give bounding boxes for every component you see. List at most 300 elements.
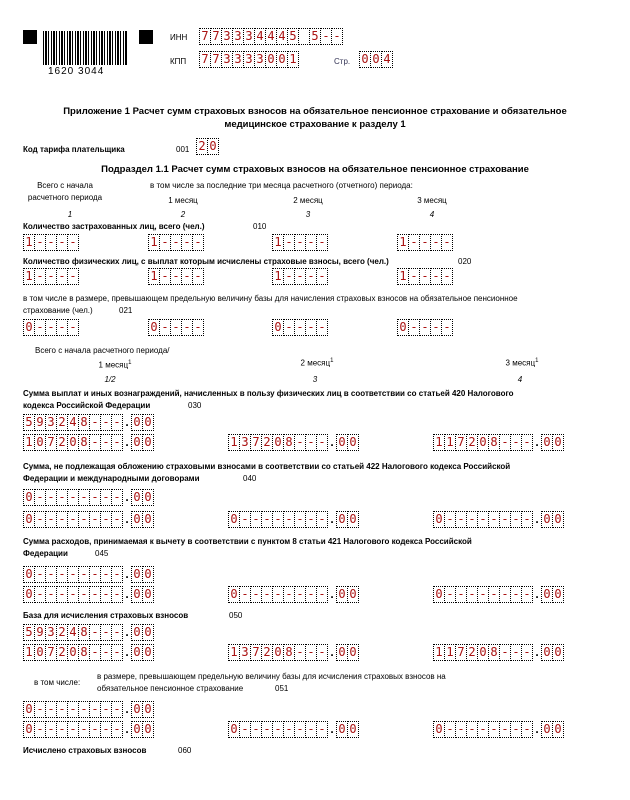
form-cell: - bbox=[67, 566, 79, 583]
form-cell: 3 bbox=[254, 51, 266, 68]
col-n4: 4 bbox=[429, 210, 435, 219]
page-title-line2: медицинское страхование к разделу 1 bbox=[224, 119, 406, 130]
form-cell: - bbox=[316, 319, 328, 336]
form-cell: - bbox=[466, 511, 478, 528]
form-cell: 2 bbox=[56, 434, 68, 451]
row-020-total[interactable] bbox=[23, 268, 79, 285]
form-cell: - bbox=[111, 721, 123, 738]
decimal-point: . bbox=[125, 645, 129, 659]
form-cell: - bbox=[100, 566, 112, 583]
form-cell: 0 bbox=[23, 511, 35, 528]
form-cell: 0 bbox=[477, 434, 489, 451]
decimal-point: . bbox=[125, 567, 129, 581]
form-cell: - bbox=[521, 644, 533, 661]
form-cell: - bbox=[89, 721, 101, 738]
form-cell: 8 bbox=[283, 644, 295, 661]
form-cell: 1 bbox=[23, 234, 35, 251]
row-050-m3[interactable] bbox=[433, 644, 564, 661]
row-040-total[interactable] bbox=[23, 489, 154, 506]
colb-m2-text: 2 месяц bbox=[300, 358, 331, 368]
form-cell: - bbox=[283, 234, 295, 251]
form-cell: 0 bbox=[433, 586, 445, 603]
row-051-label1: в размере, превышающем предельную величину базы для исчисления страховых взносов на bbox=[97, 672, 446, 681]
row-045-total[interactable] bbox=[23, 566, 154, 583]
form-cell: - bbox=[34, 489, 46, 506]
amount-integer-part bbox=[228, 644, 328, 661]
form-cell: - bbox=[78, 586, 90, 603]
form-cell: 4 bbox=[67, 624, 79, 641]
form-cell: - bbox=[34, 701, 46, 718]
row-040-m2[interactable] bbox=[228, 511, 359, 528]
row-030-m3[interactable] bbox=[433, 434, 564, 451]
decimal-point: . bbox=[125, 512, 129, 526]
amount-integer-part bbox=[228, 434, 328, 451]
form-cell: 2 bbox=[196, 138, 208, 155]
form-cell: - bbox=[170, 234, 182, 251]
form-cell: 5 bbox=[287, 28, 299, 45]
amount-fraction-part bbox=[131, 624, 154, 641]
form-cell: 5 bbox=[23, 414, 35, 431]
col-m1-header: 1 месяц bbox=[168, 196, 198, 205]
kpp-field[interactable] bbox=[199, 51, 299, 68]
page-label: Стр. bbox=[334, 57, 351, 66]
col-n1: 1 bbox=[67, 210, 73, 219]
form-cell: 0 bbox=[552, 586, 564, 603]
row-060-label: Исчислено страховых взносов bbox=[23, 746, 147, 755]
form-cell: 0 bbox=[131, 721, 143, 738]
form-cell: - bbox=[170, 319, 182, 336]
form-cell: - bbox=[67, 721, 79, 738]
form-cell: 0 bbox=[131, 644, 143, 661]
form-cell: 0 bbox=[336, 586, 348, 603]
row-045-code: 045 bbox=[95, 549, 109, 558]
inn-field[interactable] bbox=[199, 28, 343, 45]
form-cell: 3 bbox=[45, 624, 57, 641]
form-cell: - bbox=[419, 268, 431, 285]
amount-fraction-part bbox=[541, 434, 564, 451]
form-cell: 0 bbox=[433, 511, 445, 528]
form-cell: - bbox=[67, 586, 79, 603]
form-cell: - bbox=[419, 234, 431, 251]
amount-fraction-part bbox=[336, 644, 359, 661]
amount-fraction-part bbox=[131, 586, 154, 603]
form-cell: 0 bbox=[67, 434, 79, 451]
form-cell: - bbox=[408, 319, 420, 336]
row-030-label2: кодекса Российской Федерации bbox=[23, 401, 151, 410]
row-051-prefix: в том числе: bbox=[34, 678, 81, 687]
form-cell: - bbox=[67, 268, 79, 285]
row-045-m2[interactable] bbox=[228, 586, 359, 603]
form-cell: - bbox=[111, 489, 123, 506]
form-cell: - bbox=[100, 624, 112, 641]
form-cell: - bbox=[488, 511, 500, 528]
form-cell: - bbox=[78, 721, 90, 738]
colb-n3: 3 bbox=[312, 375, 318, 384]
form-cell: - bbox=[444, 586, 456, 603]
form-cell: 0 bbox=[272, 644, 284, 661]
colb-m3-sup: 1 bbox=[535, 358, 539, 364]
form-cell: - bbox=[477, 721, 489, 738]
form-cell: 7 bbox=[45, 644, 57, 661]
form-cell: 8 bbox=[78, 624, 90, 641]
form-cell: 0 bbox=[131, 566, 143, 583]
amount-integer-part bbox=[433, 644, 533, 661]
form-cell: - bbox=[56, 701, 68, 718]
form-cell: 0 bbox=[552, 511, 564, 528]
form-cell: - bbox=[89, 414, 101, 431]
form-cell: 2 bbox=[56, 414, 68, 431]
form-cell: 9 bbox=[34, 414, 46, 431]
form-cell: 0 bbox=[142, 434, 154, 451]
form-cell: 9 bbox=[34, 624, 46, 641]
form-cell: 0 bbox=[131, 586, 143, 603]
colb-m2-sup: 1 bbox=[330, 358, 334, 364]
form-cell: - bbox=[100, 721, 112, 738]
form-cell: 7 bbox=[250, 434, 262, 451]
form-cell: 8 bbox=[78, 434, 90, 451]
row-060-code: 060 bbox=[178, 746, 192, 755]
tariff-field[interactable] bbox=[196, 138, 219, 155]
form-cell: 0 bbox=[433, 721, 445, 738]
last3-header: в том числе за последние три месяца расчетного (отчетного) периода: bbox=[150, 181, 413, 190]
form-cell: - bbox=[89, 489, 101, 506]
form-cell: - bbox=[159, 319, 171, 336]
form-cell: - bbox=[89, 644, 101, 661]
form-cell: - bbox=[294, 268, 306, 285]
form-cell: 0 bbox=[359, 51, 371, 68]
form-cell: - bbox=[510, 434, 522, 451]
form-cell: - bbox=[239, 511, 251, 528]
form-cell: - bbox=[510, 586, 522, 603]
row-050-m2[interactable] bbox=[228, 644, 359, 661]
tariff-label: Код тарифа плательщика bbox=[23, 145, 125, 154]
decimal-point: . bbox=[125, 722, 129, 736]
form-cell: 2 bbox=[466, 434, 478, 451]
form-cell: 1 bbox=[148, 234, 160, 251]
form-cell: - bbox=[316, 511, 328, 528]
form-cell: - bbox=[430, 268, 442, 285]
form-cell: 2 bbox=[261, 644, 273, 661]
row-050-m1[interactable] bbox=[23, 644, 154, 661]
form-cell: - bbox=[56, 566, 68, 583]
form-cell: - bbox=[499, 586, 511, 603]
decimal-point: . bbox=[125, 702, 129, 716]
row-050-total[interactable] bbox=[23, 624, 154, 641]
form-cell: 4 bbox=[381, 51, 393, 68]
row-021-label1: в том числе в размере, превышающем предельную величину базы для начисления страховых взносов на обязательное пенсионное bbox=[23, 294, 518, 303]
form-cell: - bbox=[331, 28, 343, 45]
form-cell: 0 bbox=[142, 721, 154, 738]
form-cell: - bbox=[521, 586, 533, 603]
form-cell: - bbox=[111, 414, 123, 431]
row-040-label1: Сумма, не подлежащая обложению страховыми взносами в соответствии со статьей 422 Налогового кодекса Российской bbox=[23, 462, 511, 471]
form-cell: 7 bbox=[455, 434, 467, 451]
row-010-total[interactable] bbox=[23, 234, 79, 251]
form-cell: 5 bbox=[309, 28, 321, 45]
form-cell: 0 bbox=[228, 586, 240, 603]
row-045-m3[interactable] bbox=[433, 586, 564, 603]
row-051-code: 051 bbox=[275, 684, 289, 693]
col-total-line2: расчетного периода bbox=[27, 193, 103, 202]
form-cell: - bbox=[34, 234, 46, 251]
row-021-m3[interactable] bbox=[397, 319, 453, 336]
form-cell: - bbox=[111, 434, 123, 451]
form-cell: - bbox=[294, 511, 306, 528]
colb-m2-header bbox=[292, 358, 342, 368]
form-cell: - bbox=[488, 586, 500, 603]
form-cell: - bbox=[89, 586, 101, 603]
amount-integer-part bbox=[433, 586, 533, 603]
colb-m1-sup: 1 bbox=[128, 360, 132, 366]
form-cell: - bbox=[272, 721, 284, 738]
form-cell: - bbox=[521, 511, 533, 528]
row-020-m2[interactable] bbox=[272, 268, 328, 285]
form-cell: 0 bbox=[142, 414, 154, 431]
form-cell: 0 bbox=[336, 721, 348, 738]
form-cell: 3 bbox=[239, 644, 251, 661]
form-cell: 0 bbox=[142, 624, 154, 641]
form-cell: - bbox=[261, 511, 273, 528]
form-cell: - bbox=[283, 586, 295, 603]
form-cell: 7 bbox=[455, 644, 467, 661]
amount-integer-part bbox=[228, 721, 328, 738]
form-cell: - bbox=[316, 644, 328, 661]
row-030-code: 030 bbox=[188, 401, 202, 410]
row-045-label2: Федерации bbox=[23, 549, 68, 558]
row-051-label2: обязательное пенсионное страхование bbox=[97, 684, 244, 693]
form-cell: 1 bbox=[228, 644, 240, 661]
amount-integer-part bbox=[228, 511, 328, 528]
amount-integer-part bbox=[23, 624, 123, 641]
form-cell: - bbox=[239, 721, 251, 738]
form-cell: 2 bbox=[466, 644, 478, 661]
form-cell: 0 bbox=[477, 644, 489, 661]
form-cell: 7 bbox=[210, 28, 222, 45]
form-cell: - bbox=[89, 701, 101, 718]
form-cell: - bbox=[56, 586, 68, 603]
form-cell: - bbox=[466, 586, 478, 603]
form-cell: - bbox=[100, 511, 112, 528]
row-051-m1[interactable] bbox=[23, 721, 154, 738]
row-030-total[interactable] bbox=[23, 414, 154, 431]
form-cell: 1 bbox=[148, 268, 160, 285]
form-cell: - bbox=[316, 434, 328, 451]
form-cell: 0 bbox=[142, 586, 154, 603]
form-cell: 3 bbox=[232, 28, 244, 45]
form-cell: - bbox=[56, 268, 68, 285]
row-021-m1[interactable] bbox=[148, 319, 204, 336]
page-field[interactable] bbox=[359, 51, 393, 68]
form-cell: - bbox=[78, 566, 90, 583]
form-cell: - bbox=[45, 701, 57, 718]
colb-m3-header bbox=[497, 358, 547, 368]
form-cell: 1 bbox=[23, 268, 35, 285]
col-n3: 3 bbox=[305, 210, 311, 219]
form-cell: - bbox=[283, 511, 295, 528]
form-cell: - bbox=[45, 566, 57, 583]
form-cell: - bbox=[159, 234, 171, 251]
row-030-m2[interactable] bbox=[228, 434, 359, 451]
barcode-number: 1620 3044 bbox=[48, 66, 105, 77]
row-040-m1[interactable] bbox=[23, 511, 154, 528]
form-cell: - bbox=[111, 701, 123, 718]
form-cell: - bbox=[67, 489, 79, 506]
row-045-m1[interactable] bbox=[23, 586, 154, 603]
row-020-m3[interactable] bbox=[397, 268, 453, 285]
form-cell: - bbox=[111, 644, 123, 661]
form-cell: - bbox=[272, 586, 284, 603]
kpp-label: КПП bbox=[170, 57, 187, 66]
amount-fraction-part bbox=[541, 721, 564, 738]
colb-n12: 1/2 bbox=[104, 375, 116, 384]
decimal-point: . bbox=[535, 722, 539, 736]
row-010-m2[interactable] bbox=[272, 234, 328, 251]
form-cell: - bbox=[56, 319, 68, 336]
form-cell: - bbox=[488, 721, 500, 738]
form-cell: - bbox=[34, 511, 46, 528]
decimal-point: . bbox=[330, 587, 334, 601]
row-020-m1[interactable] bbox=[148, 268, 204, 285]
form-cell: 7 bbox=[250, 644, 262, 661]
form-cell: 0 bbox=[552, 721, 564, 738]
form-cell: - bbox=[78, 701, 90, 718]
amount-fraction-part bbox=[131, 511, 154, 528]
form-cell: 4 bbox=[254, 28, 266, 45]
form-cell: - bbox=[34, 721, 46, 738]
form-cell: - bbox=[499, 644, 511, 661]
row-021-m2[interactable] bbox=[272, 319, 328, 336]
form-cell: 0 bbox=[228, 721, 240, 738]
form-cell: 0 bbox=[336, 644, 348, 661]
form-cell: - bbox=[455, 586, 467, 603]
form-cell: - bbox=[45, 721, 57, 738]
form-cell: 0 bbox=[336, 511, 348, 528]
row-010-code: 010 bbox=[253, 222, 267, 231]
form-cell: 0 bbox=[131, 624, 143, 641]
form-cell: - bbox=[181, 268, 193, 285]
form-cell: - bbox=[34, 319, 46, 336]
form-cell: 1 bbox=[272, 234, 284, 251]
amount-fraction-part bbox=[131, 566, 154, 583]
form-cell: - bbox=[521, 721, 533, 738]
row-010-m1[interactable] bbox=[148, 234, 204, 251]
form-cell: 5 bbox=[23, 624, 35, 641]
form-cell: - bbox=[477, 586, 489, 603]
colb-n4: 4 bbox=[517, 375, 523, 384]
form-cell: - bbox=[305, 586, 317, 603]
form-cell: - bbox=[45, 234, 57, 251]
col-m2-header: 2 месяц bbox=[293, 196, 323, 205]
form-cell: - bbox=[181, 234, 193, 251]
form-cell: - bbox=[170, 268, 182, 285]
form-cell: 0 bbox=[131, 511, 143, 528]
form-cell: 0 bbox=[347, 434, 359, 451]
form-cell: 0 bbox=[228, 511, 240, 528]
form-cell: - bbox=[272, 511, 284, 528]
form-cell: - bbox=[67, 511, 79, 528]
form-cell: 0 bbox=[23, 721, 35, 738]
row-030-m1[interactable] bbox=[23, 434, 154, 451]
form-cell: - bbox=[283, 721, 295, 738]
form-cell: - bbox=[419, 319, 431, 336]
form-cell: 0 bbox=[265, 51, 277, 68]
amount-integer-part bbox=[23, 414, 123, 431]
form-cell: - bbox=[294, 644, 306, 661]
row-021-code: 021 bbox=[119, 306, 133, 315]
form-cell: 4 bbox=[265, 28, 277, 45]
form-cell: - bbox=[45, 319, 57, 336]
row-051-total[interactable] bbox=[23, 701, 154, 718]
amount-integer-part bbox=[23, 721, 123, 738]
form-cell: 0 bbox=[541, 511, 553, 528]
row-040-code: 040 bbox=[243, 474, 257, 483]
barcode-image bbox=[43, 31, 128, 65]
form-cell: 0 bbox=[34, 644, 46, 661]
form-cell: - bbox=[441, 268, 453, 285]
form-cell: - bbox=[100, 434, 112, 451]
form-cell: - bbox=[283, 268, 295, 285]
form-cell: 0 bbox=[541, 586, 553, 603]
form-cell: 2 bbox=[261, 434, 273, 451]
form-cell: 0 bbox=[276, 51, 288, 68]
form-cell: 0 bbox=[552, 644, 564, 661]
form-cell: 1 bbox=[433, 644, 445, 661]
corner-marker-left bbox=[23, 30, 37, 44]
form-cell: 0 bbox=[207, 138, 219, 155]
form-cell: 0 bbox=[347, 721, 359, 738]
form-cell: 0 bbox=[23, 489, 35, 506]
row-020-code: 020 bbox=[458, 257, 472, 266]
form-cell: - bbox=[510, 721, 522, 738]
form-cell: - bbox=[441, 234, 453, 251]
form-cell: 0 bbox=[552, 434, 564, 451]
form-cell: - bbox=[510, 644, 522, 661]
row-010-m3[interactable] bbox=[397, 234, 453, 251]
colb-total-header: Всего с начала расчетного периода/ bbox=[35, 346, 170, 355]
decimal-point: . bbox=[535, 435, 539, 449]
form-cell: 0 bbox=[336, 434, 348, 451]
form-cell: - bbox=[89, 511, 101, 528]
form-cell: 4 bbox=[276, 28, 288, 45]
form-cell: - bbox=[294, 319, 306, 336]
row-051-m3[interactable] bbox=[433, 721, 564, 738]
form-cell: - bbox=[444, 721, 456, 738]
row-051-m2[interactable] bbox=[228, 721, 359, 738]
form-cell: - bbox=[34, 268, 46, 285]
amount-fraction-part bbox=[541, 644, 564, 661]
form-cell: 1 bbox=[23, 644, 35, 661]
form-cell: - bbox=[305, 268, 317, 285]
amount-integer-part bbox=[23, 644, 123, 661]
form-cell: - bbox=[305, 234, 317, 251]
form-cell: - bbox=[294, 586, 306, 603]
form-cell: 0 bbox=[142, 511, 154, 528]
row-040-label2: Федерации и международными договорами bbox=[23, 474, 200, 483]
form-cell: 2 bbox=[56, 624, 68, 641]
row-040-m3[interactable] bbox=[433, 511, 564, 528]
form-cell: - bbox=[283, 319, 295, 336]
form-cell: - bbox=[444, 511, 456, 528]
form-cell: 3 bbox=[221, 51, 233, 68]
form-cell: 3 bbox=[243, 28, 255, 45]
form-cell: - bbox=[111, 511, 123, 528]
row-021-total[interactable] bbox=[23, 319, 79, 336]
form-cell: - bbox=[67, 234, 79, 251]
form-cell: - bbox=[56, 721, 68, 738]
form-cell: 7 bbox=[45, 434, 57, 451]
form-cell: 1 bbox=[23, 434, 35, 451]
amount-fraction-part bbox=[336, 721, 359, 738]
